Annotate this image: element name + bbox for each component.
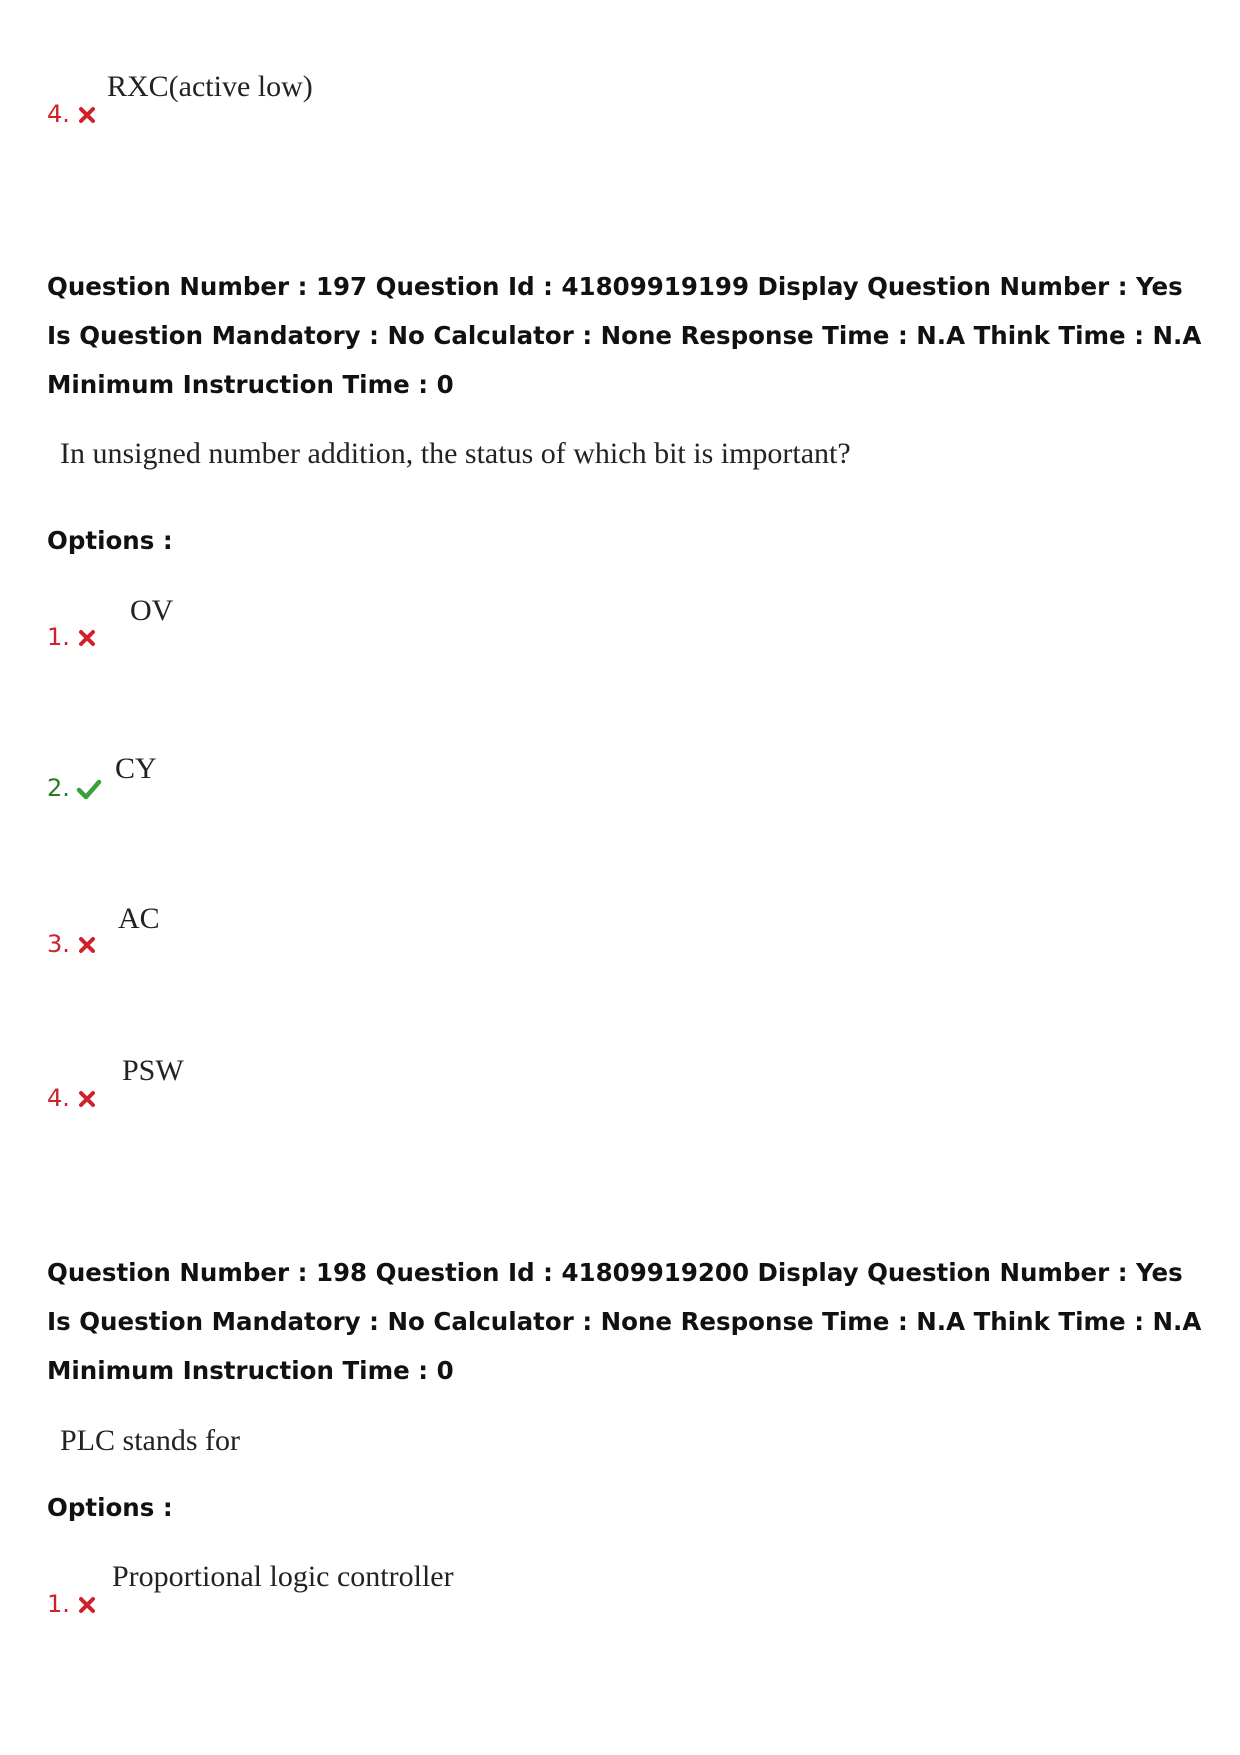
options-label: Options : bbox=[47, 526, 173, 555]
option-text: OV bbox=[130, 594, 174, 627]
option-text: PSW bbox=[122, 1054, 184, 1087]
question-meta: Question Number : 197 Question Id : 41809919199 Display Question Number : Yes Is Question Mandatory : No Calculator : None Response Time : N.A Think Time : N.A Minimum Instruction Time : 0 bbox=[47, 272, 1202, 399]
option-number: 2. bbox=[47, 774, 102, 802]
option-text: Proportional logic controller bbox=[112, 1560, 454, 1593]
cross-icon bbox=[78, 106, 96, 124]
check-icon bbox=[76, 778, 102, 800]
option-text: RXC(active low) bbox=[107, 70, 313, 103]
option-number: 1. bbox=[47, 1590, 96, 1618]
cross-icon bbox=[78, 1596, 96, 1614]
question-meta: Question Number : 198 Question Id : 41809919200 Display Question Number : Yes Is Question Mandatory : No Calculator : None Response Time : N.A Think Time : N.A Minimum Instruction Time : 0 bbox=[47, 1258, 1202, 1385]
cross-icon bbox=[78, 1090, 96, 1108]
cross-icon bbox=[78, 936, 96, 954]
question-text: In unsigned number addition, the status of which bit is important? bbox=[60, 437, 851, 470]
options-label: Options : bbox=[47, 1493, 173, 1522]
option-number: 4. bbox=[47, 1084, 96, 1112]
option-number: 1. bbox=[47, 623, 96, 651]
question-text: PLC stands for bbox=[60, 1424, 240, 1457]
option-text: CY bbox=[115, 752, 157, 785]
option-number: 3. bbox=[47, 930, 96, 958]
option-text: AC bbox=[118, 902, 160, 935]
option-number: 4. bbox=[47, 100, 96, 128]
cross-icon bbox=[78, 629, 96, 647]
